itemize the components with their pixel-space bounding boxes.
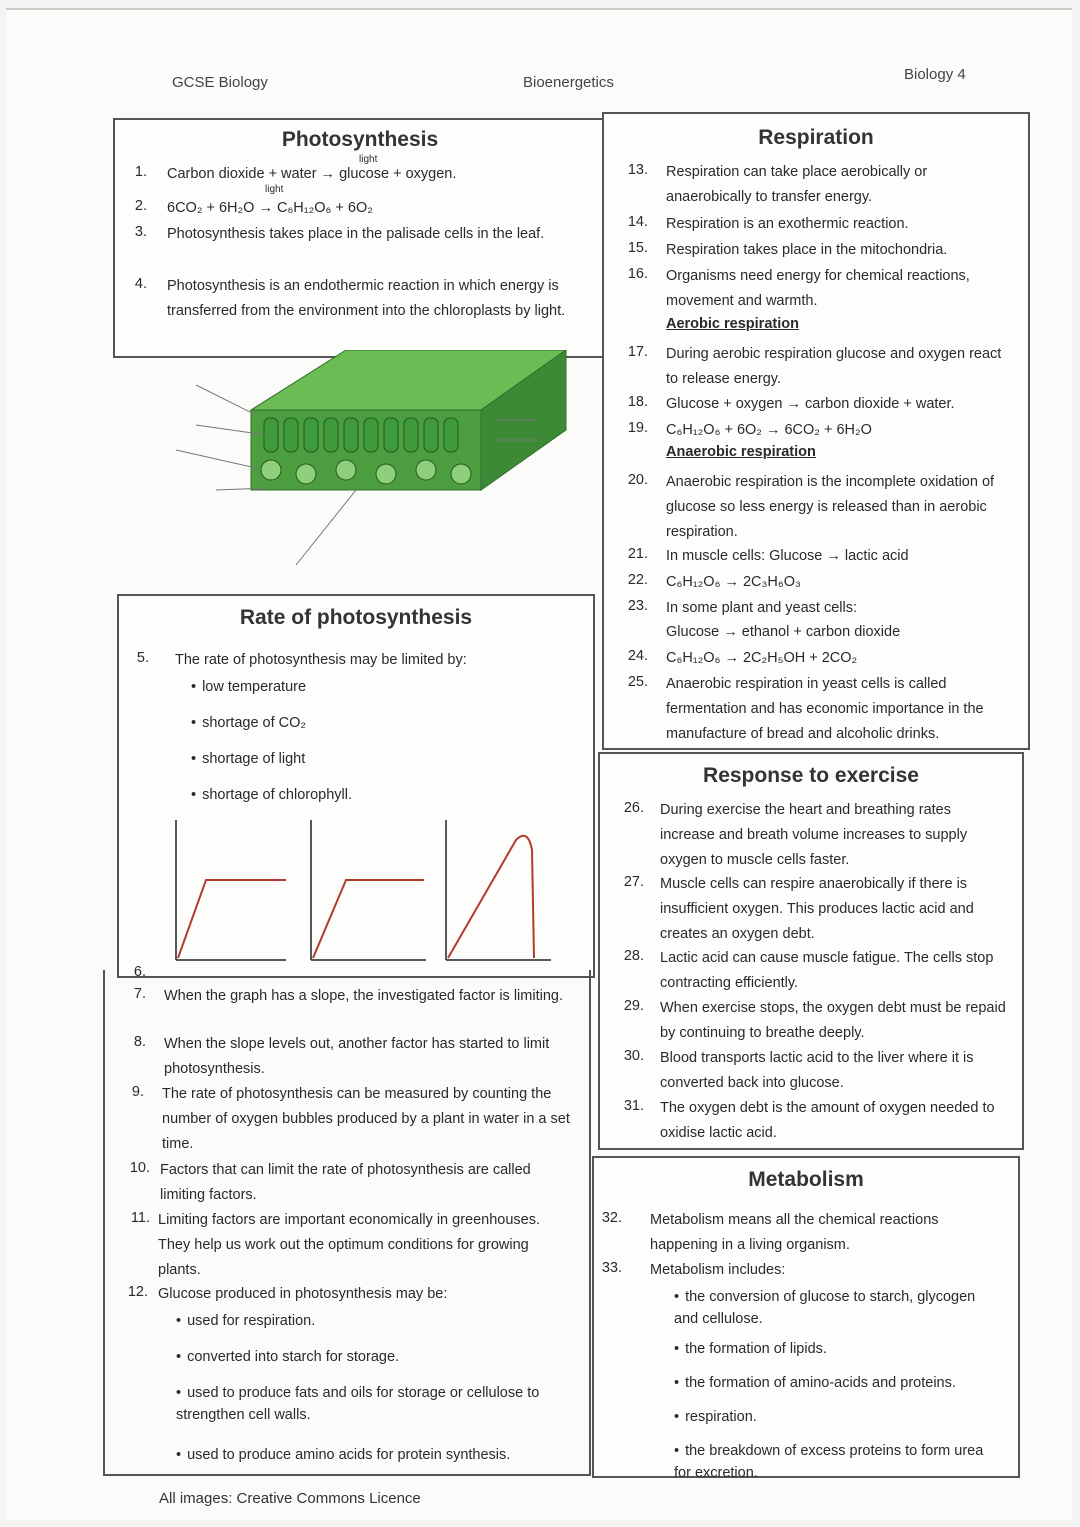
item-number: 13.: [627, 162, 648, 178]
limiting-factor-graphs: [166, 820, 556, 980]
exercise-title: Response to exercise: [703, 764, 919, 787]
item-number: 20.: [627, 472, 648, 488]
respiration-subheading: Aerobic respiration: [666, 316, 799, 332]
metabolism-definition: Metabolism means all the chemical reactions happening in a living organism.: [650, 1212, 939, 1253]
exercise-statement: During exercise the heart and breathing rates increase and breath volume increases to supply oxygen to muscle cells faster.: [660, 802, 968, 868]
metabolism-includes: Metabolism includes:: [650, 1262, 786, 1278]
exercise-statement: Blood transports lactic acid to the liver where it is converted back into glucose.: [660, 1050, 974, 1091]
item-number: 27.: [623, 874, 644, 890]
respiration-statement: C₆H₁₂O₆ → 2C₃H₆O₃: [666, 574, 801, 590]
light-label: light: [265, 184, 284, 195]
respiration-box: [602, 112, 1030, 750]
respiration-statement: Respiration is an exothermic reaction.: [666, 216, 909, 232]
item-number: 29.: [623, 998, 644, 1014]
greenhouse-statement: Limiting factors are important economically in greenhouses. They help us work out the optimum conditions for growing plants.: [158, 1212, 541, 1278]
limit-light: • shortage of light: [191, 748, 305, 770]
graph-curve-3: [448, 836, 534, 958]
header-unit: Biology 4: [904, 66, 966, 83]
rate-box-right-border: [589, 970, 591, 1476]
item-number: 9.: [131, 1084, 144, 1100]
glucose-use-respiration: • used for respiration.: [176, 1310, 315, 1332]
item-number: 17.: [627, 344, 648, 360]
respiration-statement: C₆H₁₂O₆ + 6O₂ → 6CO₂ + 6H₂O: [666, 422, 872, 438]
respiration-title: Respiration: [758, 126, 874, 149]
respiration-statement: Glucose + oxygen → carbon dioxide + water.: [666, 396, 955, 412]
image-credit-footer: All images: Creative Commons Licence: [159, 1490, 421, 1507]
limit-co2: • shortage of CO₂: [191, 712, 306, 734]
graph-co2-concentration: [311, 820, 426, 960]
item-number: 31.: [623, 1098, 644, 1114]
item-number: 21.: [627, 546, 648, 562]
endothermic-statement: Photosynthesis is an endothermic reaction in which energy is transferred from the environment into the chloroplasts by light.: [167, 278, 566, 319]
rate-box-bottom-border: [103, 1474, 591, 1476]
levels-out-statement: When the slope levels out, another factor has started to limit photosynthesis.: [164, 1036, 550, 1077]
item-number: 18.: [627, 394, 648, 410]
item-number: 30.: [623, 1048, 644, 1064]
item-number: 26.: [623, 800, 644, 816]
worksheet-page: [6, 8, 1072, 1520]
metabolism-title: Metabolism: [748, 1168, 864, 1191]
header-subject: GCSE Biology: [172, 74, 268, 91]
item-number: 32.: [601, 1210, 622, 1226]
item-number: 7.: [133, 986, 146, 1002]
graph-temperature: [446, 820, 551, 960]
exercise-statement: The oxygen debt is the amount of oxygen needed to oxidise lactic acid.: [660, 1100, 995, 1141]
word-equation: Carbon dioxide + water → glucose + oxygen.: [167, 166, 457, 182]
respiration-statement: In some plant and yeast cells:: [666, 600, 858, 616]
slope-statement: When the graph has a slope, the investigated factor is limiting.: [164, 988, 563, 1004]
metabolism-protein-breakdown: • the breakdown of excess proteins to form urea for excretion.: [674, 1440, 994, 1484]
item-number: 14.: [627, 214, 648, 230]
respiration-subheading: Anaerobic respiration: [666, 444, 816, 460]
light-label: light: [359, 154, 378, 165]
exercise-box: [598, 752, 1024, 1150]
measure-rate-statement: The rate of photosynthesis can be measured by counting the number of oxygen bubbles produced by a plant in water in a set time.: [162, 1086, 570, 1152]
respiration-statement: During aerobic respiration glucose and oxygen react to release energy.: [666, 346, 1002, 387]
item-number: 4.: [134, 276, 147, 292]
header-topic: Bioenergetics: [523, 74, 614, 91]
leaf-cross-section-diagram: [156, 350, 576, 590]
item-number: 6.: [133, 964, 146, 980]
limit-chlorophyll: • shortage of chlorophyll.: [191, 784, 352, 806]
item-number: 5.: [136, 650, 149, 666]
glucose-use-amino-acids: • used to produce amino acids for protein synthesis.: [176, 1444, 510, 1466]
respiration-statement: Glucose → ethanol + carbon dioxide: [666, 624, 901, 640]
photosynthesis-title: Photosynthesis: [281, 128, 439, 151]
exercise-statement: When exercise stops, the oxygen debt must be repaid by continuing to breathe deeply.: [660, 1000, 1006, 1041]
limited-by-statement: The rate of photosynthesis may be limited by:: [175, 652, 467, 668]
rate-title: Rate of photosynthesis: [239, 606, 473, 629]
item-number: 1.: [134, 164, 147, 180]
graph-curve-1: [178, 880, 286, 958]
respiration-statement: Respiration can take place aerobically or anaerobically to transfer energy.: [666, 164, 928, 205]
item-number: 19.: [627, 420, 648, 436]
item-number: 2.: [134, 198, 147, 214]
symbol-equation: 6CO₂ + 6H₂O → C₆H₁₂O₆ + 6O₂: [167, 200, 373, 216]
glucose-use-starch: • converted into starch for storage.: [176, 1346, 399, 1368]
item-number: 10.: [129, 1160, 150, 1176]
item-number: 8.: [133, 1034, 146, 1050]
item-number: 23.: [627, 598, 648, 614]
photosynthesis-location: Photosynthesis takes place in the palisade cells in the leaf.: [167, 226, 545, 242]
glucose-uses-intro: Glucose produced in photosynthesis may be:: [158, 1286, 448, 1302]
glucose-use-fats-cellulose: • used to produce fats and oils for storage or cellulose to strengthen cell walls.: [176, 1382, 576, 1426]
item-number: 16.: [627, 266, 648, 282]
metabolism-glucose-conversion: • the conversion of glucose to starch, glycogen and cellulose.: [674, 1286, 994, 1330]
metabolism-respiration: • respiration.: [674, 1406, 757, 1428]
limiting-factors-definition: Factors that can limit the rate of photosynthesis are called limiting factors.: [160, 1162, 531, 1203]
respiration-statement: Anaerobic respiration is the incomplete oxidation of glucose so less energy is released than in aerobic respiration.: [666, 474, 995, 540]
item-number: 28.: [623, 948, 644, 964]
item-number: 11.: [130, 1210, 150, 1226]
respiration-statement: In muscle cells: Glucose → lactic acid: [666, 548, 909, 564]
limit-low-temperature: • low temperature: [191, 676, 306, 698]
item-number: 3.: [134, 224, 147, 240]
graph-light-intensity: [176, 820, 286, 960]
exercise-statement: Lactic acid can cause muscle fatigue. The cells stop contracting efficiently.: [660, 950, 994, 991]
item-number: 33.: [601, 1260, 622, 1276]
respiration-statement: Organisms need energy for chemical reactions, movement and warmth.: [666, 268, 970, 309]
item-number: 24.: [627, 648, 648, 664]
item-number: 25.: [627, 674, 648, 690]
metabolism-lipids: • the formation of lipids.: [674, 1338, 827, 1360]
item-number: 15.: [627, 240, 648, 256]
graph-curve-2: [313, 880, 424, 958]
rate-box-left-border: [103, 970, 105, 1476]
respiration-statement: C₆H₁₂O₆ → 2C₂H₅OH + 2CO₂: [666, 650, 858, 666]
item-number: 22.: [627, 572, 648, 588]
metabolism-box: [592, 1156, 1020, 1481]
respiration-statement: Anaerobic respiration in yeast cells is called fermentation and has economic importance in the manufacture of bread and alcoholic drinks.: [666, 676, 984, 742]
photosynthesis-box: [113, 118, 607, 358]
metabolism-amino-acids: • the formation of amino-acids and proteins.: [674, 1372, 956, 1394]
exercise-statement: Muscle cells can respire anaerobically if there is insufficient oxygen. This produces lactic acid and creates an oxygen debt.: [660, 876, 974, 942]
respiration-statement: Respiration takes place in the mitochondria.: [666, 242, 948, 258]
item-number: 12.: [127, 1284, 148, 1300]
